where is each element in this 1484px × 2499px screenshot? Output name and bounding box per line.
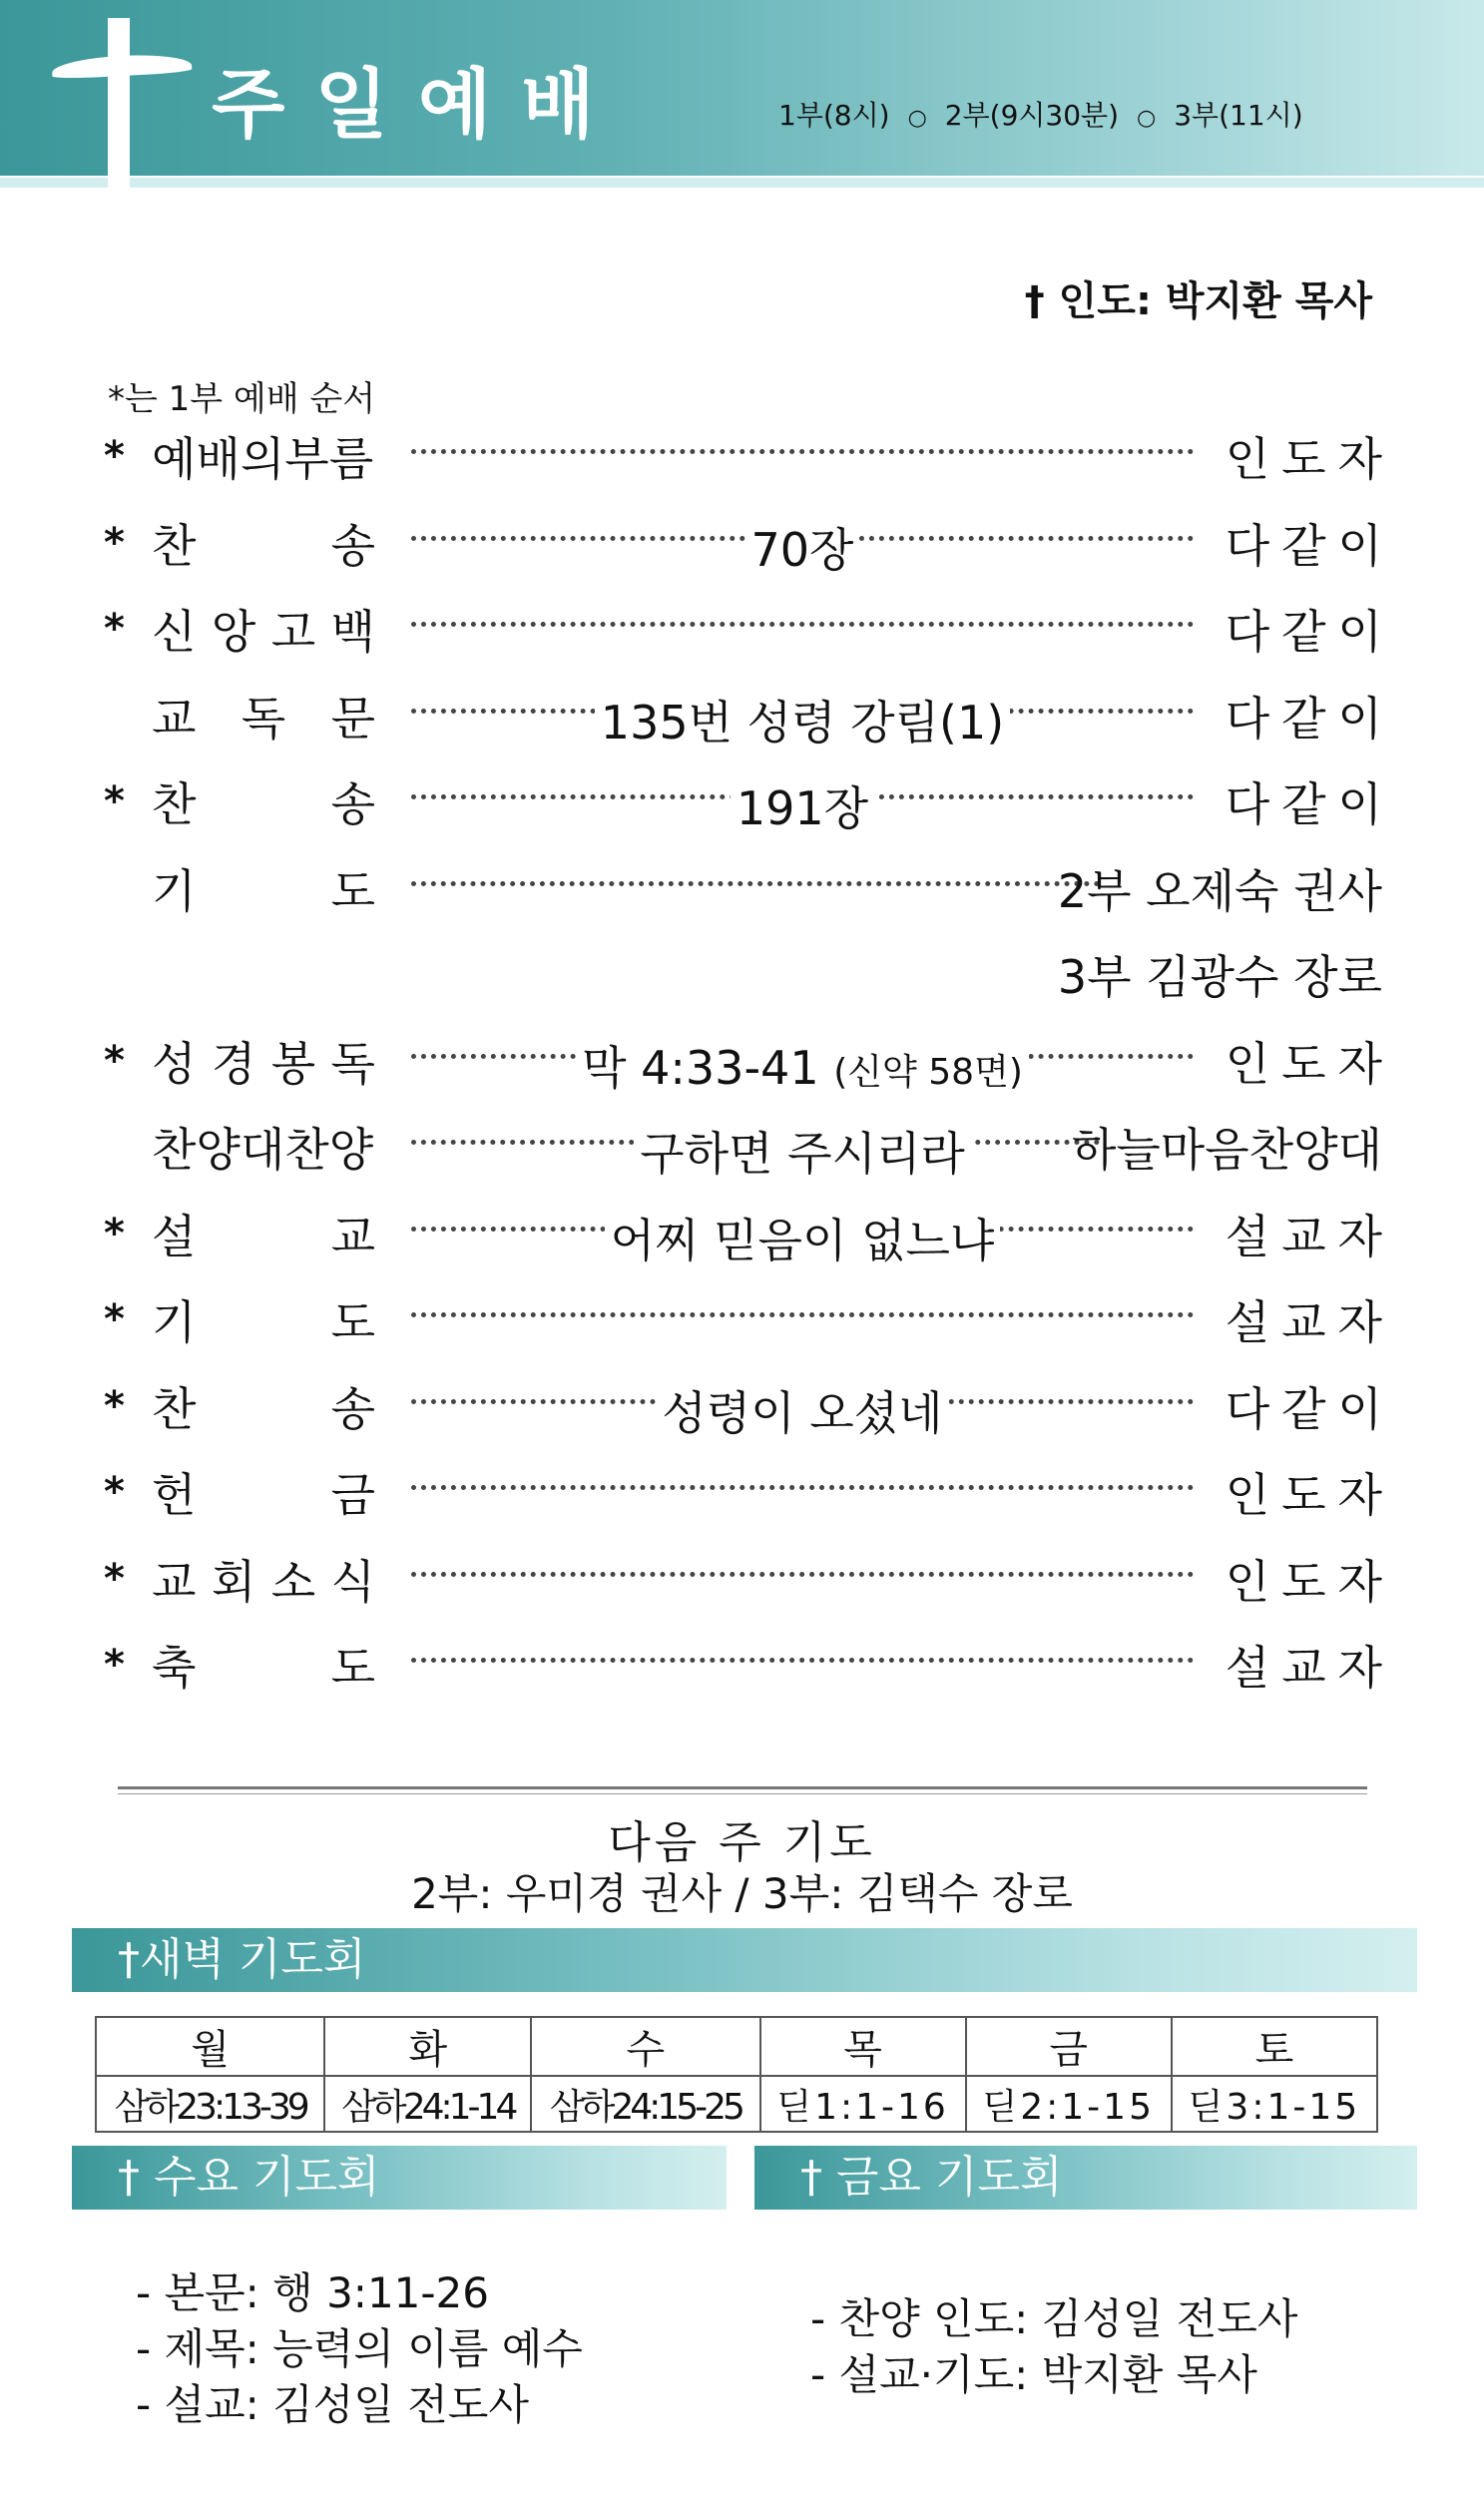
order-item-label xyxy=(152,423,375,486)
asterisk-marker: * xyxy=(104,1555,125,1602)
order-note: *는 1부 예배 순서 xyxy=(108,379,376,419)
order-row xyxy=(0,1618,1484,1704)
section-divider xyxy=(118,1786,1367,1789)
order-row xyxy=(0,496,1484,582)
dotted-leader xyxy=(411,622,1194,627)
header-underline xyxy=(0,178,1484,188)
label-char: 기 xyxy=(152,863,197,918)
label-char: 백 xyxy=(330,605,375,659)
label-char: 헌 xyxy=(152,1468,197,1522)
label-char: 도 xyxy=(330,1641,375,1695)
order-item-label xyxy=(152,1286,375,1349)
label-char: 경 xyxy=(211,1036,256,1091)
order-item-person: 인도자 xyxy=(1225,432,1394,486)
label-char: 성 xyxy=(152,1036,197,1091)
dotted-leader xyxy=(411,881,1100,886)
detail-text: 70장 xyxy=(750,522,854,577)
list-item: - 설교·기도: 박지환 목사 xyxy=(810,2350,1257,2399)
detail-text: 구하면 주시리라 xyxy=(640,1127,965,1181)
separator-icon: ○ xyxy=(1137,106,1157,131)
next-week-prayer-title: 다음 주 기도 xyxy=(608,1817,876,1868)
service-time-1: 1부(8시) xyxy=(778,99,890,132)
label-char: 앙 xyxy=(211,605,256,659)
friday-prayer-header: † 금요 기도회 xyxy=(754,2146,1417,2210)
label-char: 봉 xyxy=(270,1036,316,1091)
asterisk-marker: * xyxy=(104,433,125,479)
label-char: 송 xyxy=(330,1381,375,1436)
label-char: 교 xyxy=(152,691,197,746)
label-char: 소 xyxy=(270,1554,316,1609)
label-char: 문 xyxy=(330,691,375,746)
label-char: 찬 xyxy=(152,777,197,831)
asterisk-marker: * xyxy=(104,519,125,566)
order-row xyxy=(0,669,1484,754)
order-item-label xyxy=(152,1373,375,1436)
ref-mon: 삼하23:13-39 xyxy=(96,2076,324,2132)
day-wed: 수 xyxy=(531,2017,759,2076)
asterisk-marker: * xyxy=(104,1210,125,1256)
ref-thu: 딛1:1-16 xyxy=(760,2076,966,2132)
table-row xyxy=(96,2017,1377,2076)
label-char: 도 xyxy=(330,863,375,918)
detail-text: 191장 xyxy=(736,781,869,835)
order-row xyxy=(0,1359,1484,1445)
day-sat: 토 xyxy=(1172,2017,1377,2076)
dawn-prayer-table xyxy=(95,2016,1378,2133)
order-item-person: 3부 김광수 장로 xyxy=(1057,950,1382,1004)
ref-sat: 딛3:1-15 xyxy=(1172,2076,1377,2132)
dotted-leader xyxy=(411,1658,1194,1663)
order-item-label xyxy=(152,683,375,746)
order-row xyxy=(0,1445,1484,1531)
order-item-label xyxy=(152,1632,375,1695)
label-char: 식 xyxy=(330,1554,375,1609)
label-char: 고 xyxy=(270,605,316,659)
order-item-detail xyxy=(411,1205,1194,1270)
order-item-person: 다같이 xyxy=(1225,777,1394,831)
wednesday-prayer-list xyxy=(136,2265,583,2433)
day-thu: 목 xyxy=(760,2017,966,2076)
order-item-detail xyxy=(411,514,1194,580)
order-item-person: 인도자 xyxy=(1225,1036,1394,1091)
dotted-leader xyxy=(411,1312,1194,1317)
day-mon: 월 xyxy=(96,2017,324,2076)
wednesday-prayer-header: † 수요 기도회 xyxy=(72,2146,727,2210)
day-tue: 화 xyxy=(324,2017,531,2076)
asterisk-marker: * xyxy=(104,606,125,652)
list-item: - 찬양 인도: 김성일 전도사 xyxy=(810,2294,1298,2343)
list-item: - 제목: 능력의 이름 예수 xyxy=(136,2324,583,2373)
label-char: 기 xyxy=(152,1295,197,1349)
asterisk-marker: * xyxy=(104,778,125,824)
label-char: 송 xyxy=(330,777,375,831)
dotted-leader xyxy=(411,449,1194,454)
label-char: 독 xyxy=(330,1036,375,1091)
detail-text: 135번 성령 강림(1) xyxy=(600,695,1005,750)
detail-text: 막 4:33-41 xyxy=(582,1040,819,1095)
asterisk-marker: * xyxy=(104,1382,125,1429)
order-item-label xyxy=(152,855,375,918)
label-char: 회 xyxy=(211,1554,256,1609)
order-row xyxy=(0,927,1484,1013)
order-item-person: 다같이 xyxy=(1225,691,1394,746)
asterisk-marker: * xyxy=(104,1642,125,1688)
asterisk-marker: * xyxy=(104,1469,125,1515)
order-item-person: 하늘마음찬양대 xyxy=(1071,1123,1382,1177)
order-row xyxy=(0,1532,1484,1618)
list-item: - 본문: 행 3:11-26 xyxy=(136,2268,489,2317)
dotted-leader xyxy=(411,1485,1194,1490)
label-char: 설 xyxy=(152,1209,197,1263)
cross-icon xyxy=(108,18,130,188)
order-row xyxy=(0,1272,1484,1358)
label-char: 송 xyxy=(330,518,375,573)
order-row xyxy=(0,409,1484,495)
section-divider-thin xyxy=(118,1793,1367,1794)
order-item-person: 설교자 xyxy=(1225,1295,1394,1349)
table-row xyxy=(96,2076,1377,2132)
order-row xyxy=(0,582,1484,668)
order-item-label xyxy=(152,510,375,573)
order-item-person: 설교자 xyxy=(1225,1641,1394,1695)
asterisk-marker: * xyxy=(104,1296,125,1342)
order-item-label xyxy=(152,1546,375,1609)
page-title: 주일예배 xyxy=(212,60,625,149)
order-item-label xyxy=(152,768,375,831)
order-item-detail xyxy=(411,772,1194,838)
order-item-person: 2부 오제숙 권사 xyxy=(1057,863,1382,918)
order-row xyxy=(0,1100,1484,1186)
day-fri: 금 xyxy=(966,2017,1172,2076)
label-char: 신 xyxy=(152,605,197,659)
list-item: - 설교: 김성일 전도사 xyxy=(136,2380,529,2429)
separator-icon: ○ xyxy=(907,106,927,131)
order-item-label xyxy=(152,596,375,659)
order-item-detail xyxy=(411,687,1194,752)
order-item-person: 인도자 xyxy=(1225,1554,1394,1609)
order-item-label xyxy=(152,1114,375,1177)
dotted-leader xyxy=(411,1572,1194,1577)
order-item-person: 다같이 xyxy=(1225,1381,1394,1436)
friday-prayer-list xyxy=(810,2291,1297,2403)
order-item-person: 설교자 xyxy=(1225,1209,1394,1263)
service-time-3: 3부(11시) xyxy=(1174,99,1303,132)
label-char: 찬양대찬양 xyxy=(152,1123,374,1177)
order-item-person: 다같이 xyxy=(1225,518,1394,573)
ref-fri: 딛2:1-15 xyxy=(966,2076,1172,2132)
detail-text: 어찌 믿음이 없느냐 xyxy=(610,1213,995,1267)
order-item-person: 인도자 xyxy=(1225,1468,1394,1522)
order-item-label xyxy=(152,1201,375,1263)
service-time-2: 2부(9시30분) xyxy=(944,99,1120,132)
order-item-detail xyxy=(411,1377,1194,1443)
order-item-person: 다같이 xyxy=(1225,605,1394,659)
label-char: 예배의부름 xyxy=(152,432,374,486)
label-char: 금 xyxy=(330,1468,375,1522)
detail-note: (신약 58면) xyxy=(833,1051,1023,1093)
ref-wed: 삼하24:15-25 xyxy=(531,2076,759,2132)
label-char: 독 xyxy=(241,691,286,746)
label-char: 찬 xyxy=(152,518,197,573)
dawn-prayer-header: †새벽 기도회 xyxy=(72,1928,1417,1992)
detail-text: 성령이 오셨네 xyxy=(662,1385,943,1440)
order-row xyxy=(0,754,1484,840)
order-item-label xyxy=(152,1028,375,1091)
label-char: 교 xyxy=(330,1209,375,1263)
order-item-detail xyxy=(411,1032,1194,1098)
ref-tue: 삼하24:1-14 xyxy=(324,2076,531,2132)
worship-leader: † 인도: 박지환 목사 xyxy=(1024,278,1372,324)
order-row xyxy=(0,1187,1484,1272)
next-week-prayer-names: 2부: 우미경 권사 / 3부: 김택수 장로 xyxy=(411,1869,1073,1918)
order-row xyxy=(0,1014,1484,1100)
order-row xyxy=(0,841,1484,927)
label-char: 축 xyxy=(152,1641,197,1695)
order-item-label xyxy=(152,1459,375,1522)
service-times xyxy=(778,94,1303,134)
asterisk-marker: * xyxy=(104,1037,125,1084)
label-char: 교 xyxy=(152,1554,197,1609)
label-char: 도 xyxy=(330,1295,375,1349)
label-char: 찬 xyxy=(152,1381,197,1436)
